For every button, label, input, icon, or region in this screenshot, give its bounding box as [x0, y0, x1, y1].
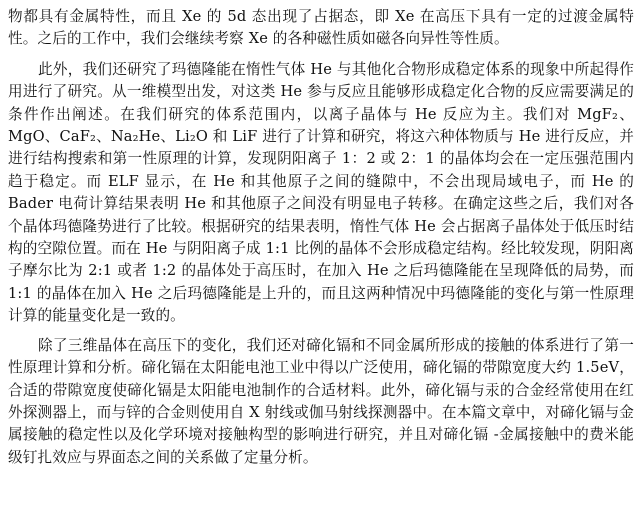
- document-page: [8, 0, 634, 525]
- paragraph-cdte-metal-contact: 除了三维晶体在高压下的变化，我们还对碲化镉和不同金属所形成的接触的体系进行了第一性原理计算和分析。碲化镉在太阳能电池工业中得以广泛使用，碲化镉的带隙宽度大约 1.5eV，合适的带隙宽度使碲化镉是太阳能电池制作的合适材料。此外，碲化镉与汞的合金经常使用在红外探测器上，而与锌的合金则使用自 X 射线或伽马射线探测器中。在本篇文章中，对碲化镉与金属接触的稳定性以及化学环境对接触构型的影响进行研究，并且对碲化镉 -金属接触中的费米能级钉扎效应与界面态之间的关系做了定量分析。: [8, 336, 634, 466]
- paragraph-madelung-helium: 此外，我们还研究了玛德隆能在惰性气体 He 与其他化合物形成稳定体系的现象中所起得作用进行了研究。从一维模型出发，对这类 He 参与反应且能够形成稳定化合物的反应需要满足的条件作出阐述。在我们研究的体系范围内，以离子晶体与 He 反应为主。我们对 MgF₂、MgO、CaF₂、Na₂He、Li₂O 和 LiF 进行了计算和研究，将这六种体物质与 He 进行反应，并进行结构搜索和第一性原理的计算，发现阴阳离子 1：2 或 2：1 的晶体均会在一定压强范围内趋于稳定。而 ELF 显示，在 He 和其他原子之间的缝隙中，不会出现局域电子，而 He 的 Bader 电荷计算结果表明 He 和其他原子之间没有明显电子转移。在确定这些之后，我们对各个晶体玛德隆势进行了比较。根据研究的结果表明，惰性气体 He 会占据离子晶体处于低压时结构的空隙位置。而在 He 与阴阳离子成 1:1 比例的晶体不会形成稳定结构。经比较发现，阴阳离子摩尔比为 2:1 或者 1:2 的晶体处于高压时，在加入 He 之后玛德隆能在呈现降低的局势，而 1:1 的晶体在加入 He 之后玛德隆能是上升的，而且这两种情况中玛德隆能的变化与第一性原理计算的能量变化是一致的。: [8, 60, 634, 325]
- paragraph-xe-metallic-properties: 物都具有金属特性，而且 Xe 的 5d 态出现了占据态，即 Xe 在高压下具有一定的过渡金属特性。之后的工作中，我们会继续考察 Xe 的各种磁性质如磁各向异性等性质。: [8, 8, 634, 48]
